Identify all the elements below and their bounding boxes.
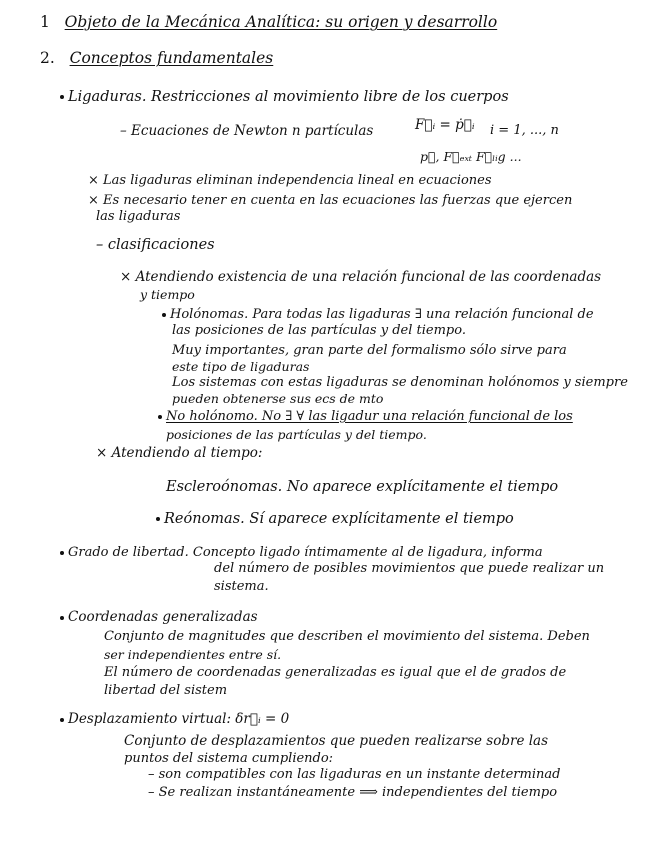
coordenadas-text: Coordenadas generalizadas bbox=[68, 609, 258, 625]
newton-line: – Ecuaciones de Newton n partículas bbox=[120, 123, 374, 139]
no-holonomo-line-2: posiciones de las partículas y del tiempo. bbox=[166, 427, 427, 442]
bullet-icon bbox=[156, 517, 160, 521]
item-2-number: 2. bbox=[40, 49, 55, 67]
desplazamiento-line-1: Conjunto de desplazamientos que pueden realizarse sobre las bbox=[124, 733, 549, 749]
necesario-line-1: × Es necesario tener en cuenta en las ecuaciones las fuerzas que ejercen bbox=[88, 193, 573, 208]
desplazamiento-heading bbox=[60, 712, 289, 727]
bullet-icon bbox=[60, 616, 64, 620]
grado-line-2: del número de posibles movimientos que puede realizar un bbox=[214, 561, 605, 576]
bullet-icon bbox=[60, 95, 64, 99]
desplazamiento-line-3: – son compatibles con las ligaduras en un instante determinad bbox=[148, 767, 561, 782]
holonomas-line-1 bbox=[162, 308, 594, 322]
coordenadas-line-1: Conjunto de magnitudes que describen el movimiento del sistema. Deben bbox=[104, 629, 590, 644]
atendiendo-existencia-2: y tiempo bbox=[140, 287, 195, 302]
item-1-title: Objeto de la Mecánica Analítica: su origen y desarrollo bbox=[64, 13, 498, 31]
item-1-number: 1 bbox=[40, 13, 50, 31]
reonomas bbox=[156, 512, 514, 528]
desplazamiento-line-2: puntos del sistema cumpliendo: bbox=[124, 751, 334, 766]
sistemas-line-2: pueden obtenerse sus ecs de mto bbox=[172, 391, 384, 406]
bullet-icon bbox=[158, 415, 162, 419]
newton-forces: p⃗, F⃗ₑₓₜ F⃗ₗᵢg ... bbox=[420, 149, 522, 164]
holonomas-line-2: las posiciones de las partículas y del tiempo. bbox=[172, 323, 466, 338]
item-1 bbox=[40, 14, 497, 31]
ligaduras-text: Ligaduras. Restricciones al movimiento libre de los cuerpos bbox=[68, 89, 509, 105]
item-2 bbox=[40, 50, 273, 67]
coordenadas-line-2: ser independientes entre sí. bbox=[104, 647, 282, 662]
grado-line-3: sistema. bbox=[214, 579, 269, 594]
coordenadas-line-4: libertad del sistem bbox=[104, 683, 228, 698]
atendiendo-existencia-1: × Atendiendo existencia de una relación funcional de las coordenadas bbox=[120, 269, 602, 285]
eliminan-line: × Las ligaduras eliminan independencia lineal en ecuaciones bbox=[88, 173, 492, 188]
reonomas-text: Reónomas. Sí aparece explícitamente el tiempo bbox=[164, 511, 514, 527]
newton-equation: F⃗ᵢ = ṗ⃗ᵢ bbox=[415, 117, 475, 133]
muy-importantes-line-1: Muy importantes, gran parte del formalismo sólo sirve para bbox=[172, 343, 567, 358]
atendiendo-tiempo: × Atendiendo al tiempo: bbox=[96, 445, 263, 461]
coordenadas-line-3: El número de coordenadas generalizadas es igual que el de grados de bbox=[104, 665, 567, 680]
ligaduras-heading bbox=[60, 90, 509, 106]
grado-text: Grado de libertad. Concepto ligado íntimamente al de ligadura, informa bbox=[68, 545, 543, 560]
desplazamiento-line-4: – Se realizan instantáneamente ⟹ independientes del tiempo bbox=[148, 785, 558, 800]
muy-importantes-line-2: este tipo de ligaduras bbox=[172, 359, 310, 374]
item-2-title: Conceptos fundamentales bbox=[69, 49, 274, 67]
holonomas-text: Holónomas. Para todas las ligaduras ∃ una relación funcional de bbox=[170, 307, 594, 322]
bullet-icon bbox=[162, 313, 166, 317]
no-holonomo-text: No holónomo. No ∃ ∀ las ligadur una relación funcional de los bbox=[166, 409, 573, 424]
desplazamiento-text: Desplazamiento virtual: δr⃗ᵢ = 0 bbox=[68, 711, 290, 727]
grado-line-1 bbox=[60, 546, 543, 560]
escleronomas: Escleroónomas. No aparece explícitamente el tiempo bbox=[166, 479, 559, 495]
bullet-icon bbox=[60, 551, 64, 555]
newton-index: i = 1, ..., n bbox=[490, 123, 559, 138]
necesario-line-2: las ligaduras bbox=[96, 209, 181, 224]
coordenadas-heading bbox=[60, 610, 258, 625]
no-holonomo-line-1 bbox=[158, 410, 573, 424]
bullet-icon bbox=[60, 718, 64, 722]
sistemas-line-1: Los sistemas con estas ligaduras se denominan holónomos y siempre bbox=[172, 375, 628, 390]
clasificaciones: – clasificaciones bbox=[96, 237, 215, 253]
